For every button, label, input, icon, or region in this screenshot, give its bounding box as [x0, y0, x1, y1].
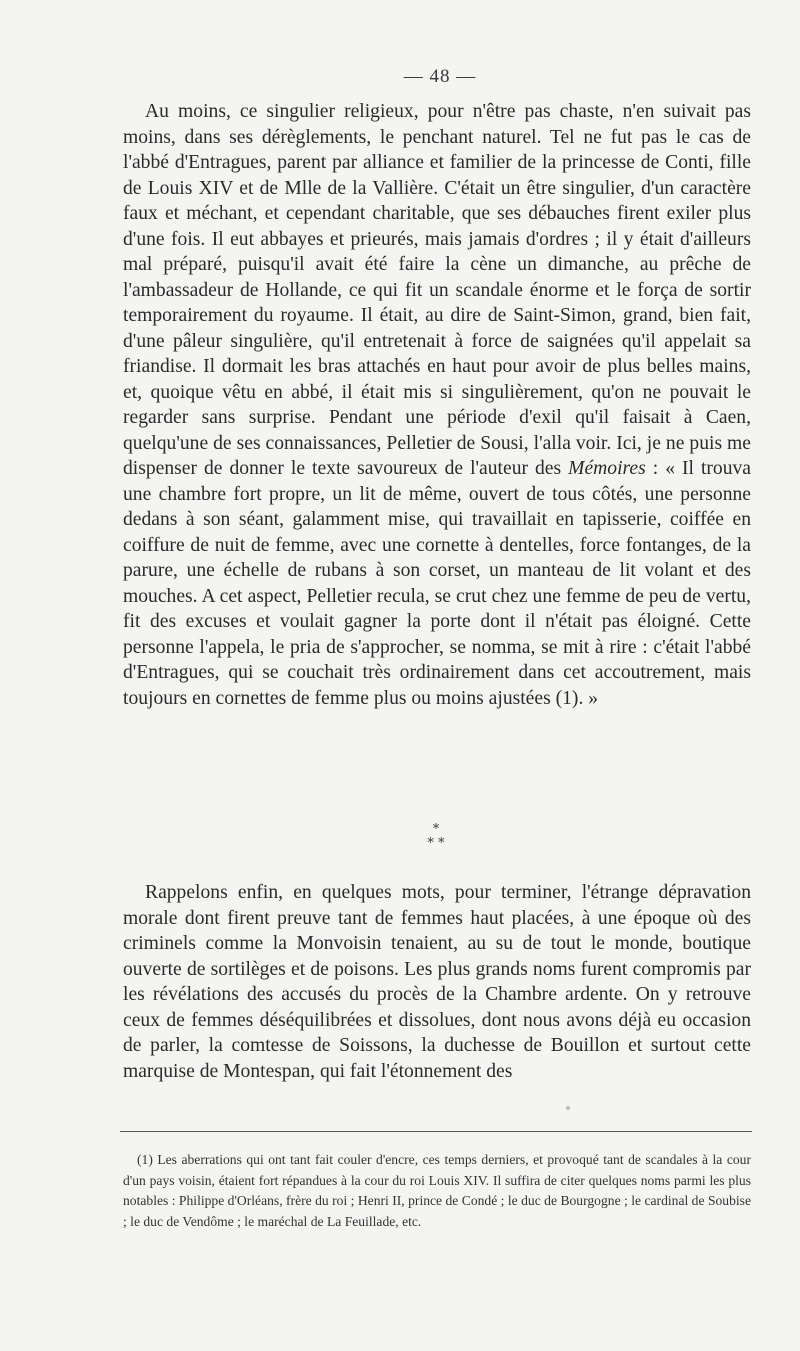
book-title-memoires: Mémoires — [568, 458, 646, 479]
body-paragraph-1 — [123, 99, 751, 711]
paragraph-2-text: Rappelons enfin, en quelques mots, pour terminer, l'étrange dépravation morale dont firent preuve tant de femmes haut placées, à une époque où des criminels comme la Monvoisin tenaient, au su de tout le monde, boutique ouverte de sortilèges et de poisons. Les plus grands noms furent compromis par les révélations des accusés du procès de la Chambre ardente. On y retrouve ceux de femmes déséquilibrées et dissolues, dont nous avons déjà eu occasion de parler, la comtesse de Soissons, la duchesse de Bouillon et surtout cette marquise de Montespan, qui fait l'étonnement des — [123, 882, 751, 1082]
footnote — [123, 1150, 751, 1232]
paragraph-1-text-before-title: Au moins, ce singulier religieux, pour n'être pas chaste, n'en suivait pas moins, dans ses dérèglements, le penchant naturel. Tel ne fut pas le cas de l'abbé d'Entragues, parent par alliance et familier de la princesse de Conti, fille de Louis XIV et de Mlle de la Vallière. C'était un être singulier, d'un caractère faux et méchant, et cependant charitable, que ses débauches firent exiler plus d'une fois. Il eut abbayes et prieurés, mais jamais d'ordres ; il y était d'ailleurs mal préparé, puisqu'il avait été faire la cène un dimanche, au prêche de l'ambassadeur de Hollande, ce qui fit un scandale énorme et le força de sortir temporairement du royaume. Il était, au dire de Saint-Simon, grand, bien fait, d'une pâleur singulière, qu'il entretenait à force de saignées qu'il appelait sa friandise. Il dormait les bras attachés en haut pour avoir de plus belles mains, et, quoique vêtu en abbé, il était mis si singulièrement, qu'on ne pouvait le regarder sans surprise. Pendant une période d'exil qu'il faisait à Caen, quelqu'une de ses connaissances, Pelletier de Sousi, l'alla voir. Ici, je ne puis me dispenser de donner le texte savoureux de l'auteur des — [123, 101, 751, 479]
body-paragraph-2 — [123, 880, 751, 1084]
print-speck — [566, 1106, 570, 1110]
footnote-divider — [120, 1131, 752, 1132]
asterism-top: * — [432, 822, 440, 837]
asterism-bottom: * * — [427, 836, 445, 851]
paragraph-1-text-after-title: : « Il trouva une chambre fort propre, un lit de même, ouvert de tous côtés, une personne dedans à son séant, galamment mise, qui travaillait en tapisserie, coiffée en coiffure de nuit de femme, avec une cornette à dentelles, force fontanges, de la parure, une échelle de rubans à son corset, un manteau de lit volant et des mouches. A cet aspect, Pelletier recula, se crut chez une femme de peu de vertu, fit des excuses et voulait gagner la porte dont il n'était pas éloigné. Cette personne l'appela, le pria de s'approcher, se nomma, se mit à rire : c'était l'abbé d'Entragues, qui se couchait très ordinairement dans cet accoutrement, mais toujours en cornettes de femme plus ou moins ajustées (1). » — [123, 458, 751, 709]
page-number: — 48 — — [403, 66, 477, 87]
footnote-text: (1) Les aberrations qui ont tant fait couler d'encre, ces temps derniers, et provoqué tant de scandales à la cour d'un pays voisin, étaient fort répandues à la cour du roi Louis XIV. Il suffira de citer quelques noms parmi les plus notables : Philippe d'Orléans, frère du roi ; Henri II, prince de Condé ; le duc de Bourgogne ; le cardinal de Soubise ; le duc de Vendôme ; le maréchal de La Feuillade, etc. — [123, 1152, 751, 1229]
asterism-separator — [400, 823, 472, 851]
